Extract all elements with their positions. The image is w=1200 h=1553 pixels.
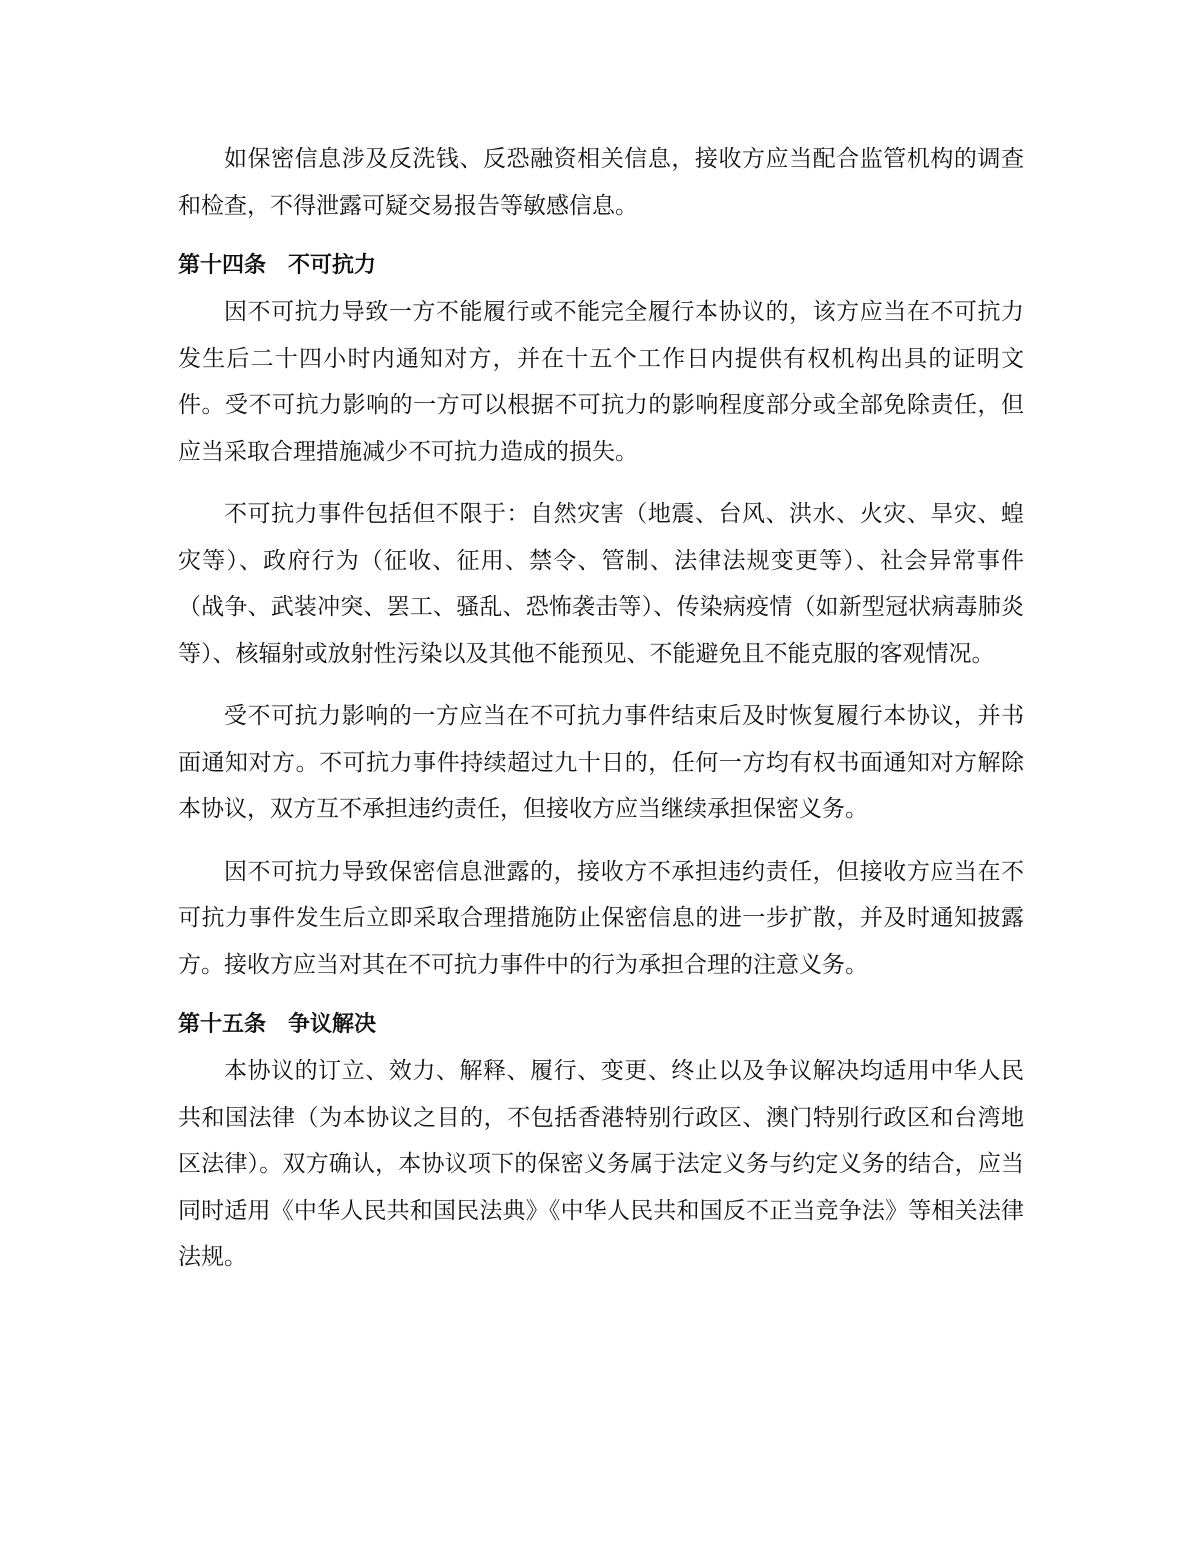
article-14-paragraph-1: 因不可抗力导致一方不能履行或不能完全履行本协议的，该方应当在不可抗力发生后二十四小时内通知对方，并在十五个工作日内提供有权机构出具的证明文件。受不可抗力影响的一方可以根据不可抗力的影响程度部分或全部免除责任，但应当采取合理措施减少不可抗力造成的损失。 xyxy=(178,299,1024,465)
article-15-heading: 第十五条 争议解决 xyxy=(178,1012,377,1037)
article-14-heading: 第十四条 不可抗力 xyxy=(178,253,377,278)
article-15-paragraph-1: 本协议的订立、效力、解释、履行、变更、终止以及争议解决均适用中华人民共和国法律（为本协议之目的，不包括香港特别行政区、澳门特别行政区和台湾地区法律）。双方确认，本协议项下的保密义务属于法定义务与约定义务的结合，应当同时适用《中华人民共和国民法典》《中华人民共和国反不正当竞争法》等相关法律法规。 xyxy=(178,1058,1024,1270)
article-14-paragraph-2: 不可抗力事件包括但不限于：自然灾害（地震、台风、洪水、火灾、旱灾、蝗灾等）、政府行为（征收、征用、禁令、管制、法律法规变更等）、社会异常事件（战争、武装冲突、罢工、骚乱、恐怖袭击等）、传染病疫情（如新型冠状病毒肺炎等）、核辐射或放射性污染以及其他不能预见、不能避免且不能克服的客观情况。 xyxy=(178,501,1024,667)
article-14-paragraph-3: 受不可抗力影响的一方应当在不可抗力事件结束后及时恢复履行本协议，并书面通知对方。不可抗力事件持续超过九十日的，任何一方均有权书面通知对方解除本协议，双方互不承担违约责任，但接收方应当继续承担保密义务。 xyxy=(178,703,1024,822)
paragraph-aml: 如保密信息涉及反洗钱、反恐融资相关信息，接收方应当配合监管机构的调查和检查，不得泄露可疑交易报告等敏感信息。 xyxy=(178,146,1024,219)
document-body xyxy=(178,136,1024,1281)
article-14-paragraph-4: 因不可抗力导致保密信息泄露的，接收方不承担违约责任，但接收方应当在不可抗力事件发生后立即采取合理措施防止保密信息的进一步扩散，并及时通知披露方。接收方应当对其在不可抗力事件中的行为承担合理的注意义务。 xyxy=(178,858,1024,978)
